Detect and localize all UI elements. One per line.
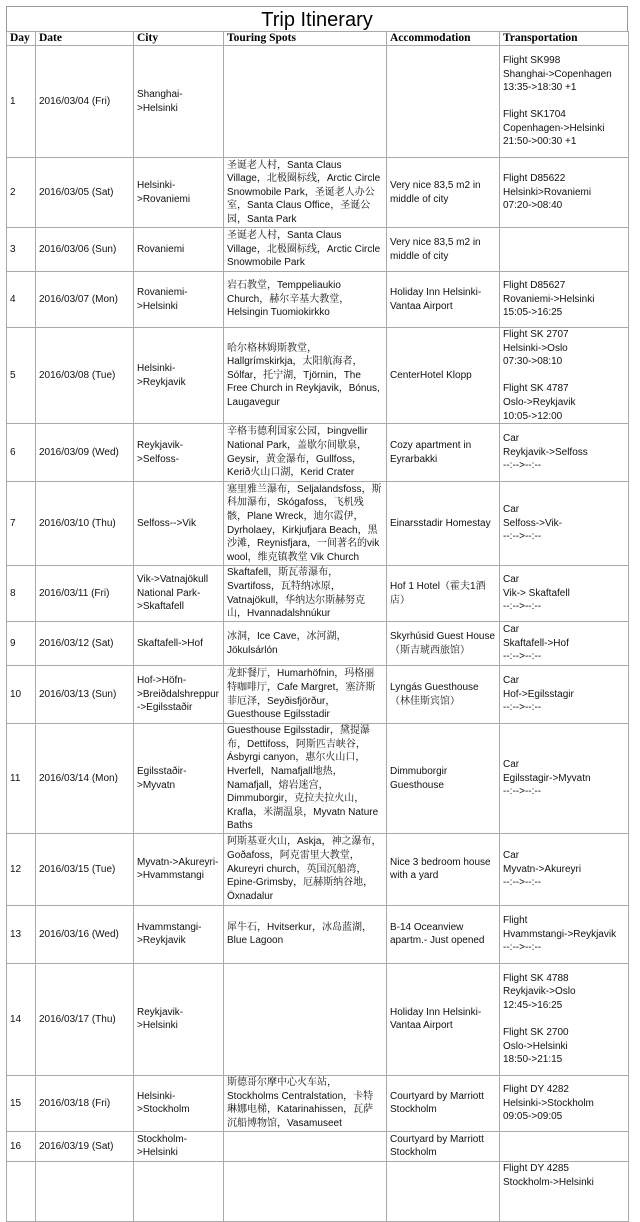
cell-date: 2016/03/13 (Sun) bbox=[36, 666, 134, 724]
cell-accommodation: Hof 1 Hotel（霍夫1酒店） bbox=[387, 566, 500, 622]
cell-transportation bbox=[500, 1075, 629, 1131]
cell-touring-spots: 圣诞老人村，Santa Claus Village，北极圈标线，Arctic Circle Snowmobile Park bbox=[224, 228, 387, 272]
table-row bbox=[7, 622, 629, 666]
transport-line: --:-->--:-- bbox=[503, 601, 542, 613]
line-gap bbox=[503, 1013, 625, 1027]
transport-line: Reykjavik->Oslo bbox=[503, 986, 576, 998]
table-row bbox=[7, 566, 629, 622]
cell-date: 2016/03/16 (Wed) bbox=[36, 905, 134, 963]
transport-line: --:-->--:-- bbox=[503, 877, 542, 889]
table-row bbox=[7, 46, 629, 158]
transport-line: 07:30->08:10 bbox=[503, 356, 563, 368]
cell-date: 2016/03/17 (Thu) bbox=[36, 963, 134, 1075]
table-row bbox=[7, 228, 629, 272]
cell-accommodation: Cozy apartment in Eyrarbakki bbox=[387, 424, 500, 482]
cell-date: 2016/03/11 (Fri) bbox=[36, 566, 134, 622]
cell-transportation bbox=[500, 424, 629, 482]
cell-date: 2016/03/05 (Sat) bbox=[36, 158, 134, 228]
cell-transportation bbox=[500, 1161, 629, 1221]
cell-city: Reykjavik->Selfoss- bbox=[134, 424, 224, 482]
transport-line: --:-->--:-- bbox=[503, 531, 542, 543]
transport-line: 09:05->09:05 bbox=[503, 1111, 563, 1123]
cell-accommodation bbox=[387, 46, 500, 158]
cell-accommodation: Holiday Inn Helsinki-Vantaa Airport bbox=[387, 272, 500, 328]
transport-line: Flight SK1704 bbox=[503, 109, 566, 121]
cell-transportation bbox=[500, 1131, 629, 1161]
transport-line: Myvatn->Akureyri bbox=[503, 863, 582, 875]
cell-date: 2016/03/07 (Mon) bbox=[36, 272, 134, 328]
cell-touring-spots bbox=[224, 1131, 387, 1161]
cell-accommodation: Courtyard by Marriott Stockholm bbox=[387, 1075, 500, 1131]
transport-line: 21:50->00:30 +1 bbox=[503, 136, 577, 148]
cell-city: Hvammstangi->Reykjavik bbox=[134, 905, 224, 963]
cell-day: 3 bbox=[7, 228, 36, 272]
transport-line: Vik-> Skaftafell bbox=[503, 587, 570, 599]
cell-day: 15 bbox=[7, 1075, 36, 1131]
table-row bbox=[7, 666, 629, 724]
cell-date: 2016/03/10 (Thu) bbox=[36, 482, 134, 566]
cell-touring-spots: 阿斯基亚火山，Askja，神之瀑布，Goðafoss，阿克雷里大教堂，Akureyri church，英国沉船湾，Epine-Grimsby，厄赫斯纳谷地，Öxnadalur bbox=[224, 833, 387, 905]
cell-day: 10 bbox=[7, 666, 36, 724]
cell-transportation bbox=[500, 724, 629, 834]
transport-line: Egilsstagir->Myvatn bbox=[503, 772, 591, 784]
transport-line: Car bbox=[503, 850, 520, 862]
cell-transportation bbox=[500, 666, 629, 724]
itinerary-sheet bbox=[6, 6, 628, 1222]
cell-touring-spots bbox=[224, 963, 387, 1075]
header-city: City bbox=[134, 32, 224, 46]
table-row bbox=[7, 158, 629, 228]
cell-touring-spots: 犀牛石，Hvitserkur，冰岛蓝湖，Blue Lagoon bbox=[224, 905, 387, 963]
transport-line: 18:50->21:15 bbox=[503, 1054, 563, 1066]
page-title: Trip Itinerary bbox=[6, 6, 628, 31]
cell-day: 9 bbox=[7, 622, 36, 666]
cell-city: Hof->Höfn->Breiðdalshreppur->Egilsstaðir bbox=[134, 666, 224, 724]
cell-city: Reykjavik->Helsinki bbox=[134, 963, 224, 1075]
cell-accommodation: CenterHotel Klopp bbox=[387, 328, 500, 424]
cell-date: 2016/03/04 (Fri) bbox=[36, 46, 134, 158]
cell-touring-spots: 辛格韦德利国家公园，Þingvellir National Park，盖歇尔间歇泉，Geysir，黄金瀑布，Gullfoss，Kerið火山口湖，Kerid Crater bbox=[224, 424, 387, 482]
transport-line: Flight SK 4787 bbox=[503, 383, 569, 395]
transport-line: Stockholm->Helsinki bbox=[503, 1176, 594, 1188]
cell-transportation bbox=[500, 905, 629, 963]
transport-line: Car bbox=[503, 504, 520, 516]
cell-transportation bbox=[500, 158, 629, 228]
transport-line: Oslo->Helsinki bbox=[503, 1040, 568, 1052]
transport-line: Flight D85622 bbox=[503, 173, 566, 185]
table-row bbox=[7, 905, 629, 963]
cell-date: 2016/03/18 (Fri) bbox=[36, 1075, 134, 1131]
cell-touring-spots: 龙虾餐厅，Humarhöfnin，玛格丽特咖啡厅，Cafe Margret，塞济斯菲厄泽，Seyðisfjörður，Guesthouse Egilsstadir bbox=[224, 666, 387, 724]
cell-transportation bbox=[500, 622, 629, 666]
cell-day: 5 bbox=[7, 328, 36, 424]
table-row bbox=[7, 1075, 629, 1131]
transport-line: --:-->--:-- bbox=[503, 460, 542, 472]
transport-line: Flight bbox=[503, 915, 528, 927]
table-row bbox=[7, 328, 629, 424]
transport-line: Helsinki->Stockholm bbox=[503, 1097, 594, 1109]
transport-line: Flight SK 4788 bbox=[503, 972, 569, 984]
cell-city bbox=[134, 1161, 224, 1221]
cell-accommodation: Einarsstadir Homestay bbox=[387, 482, 500, 566]
cell-date bbox=[36, 1161, 134, 1221]
cell-transportation bbox=[500, 328, 629, 424]
itinerary-table bbox=[6, 31, 629, 1222]
cell-accommodation: Courtyard by Marriott Stockholm bbox=[387, 1131, 500, 1161]
cell-transportation bbox=[500, 833, 629, 905]
table-row bbox=[7, 833, 629, 905]
cell-touring-spots: 哈尔格林姆斯教堂，Hallgrímskirkja，太阳航海者，Sólfar，托宁湖，Tjörnin，The Free Church in Reykjavik，Bónus, Laugavegur bbox=[224, 328, 387, 424]
table-row bbox=[7, 1161, 629, 1221]
cell-touring-spots: 冰洞，Ice Cave，冰河湖，Jökulsárlón bbox=[224, 622, 387, 666]
cell-date: 2016/03/08 (Tue) bbox=[36, 328, 134, 424]
header-transportation: Transportation bbox=[500, 32, 629, 46]
cell-accommodation: Very nice 83,5 m2 in middle of city bbox=[387, 158, 500, 228]
cell-date: 2016/03/09 (Wed) bbox=[36, 424, 134, 482]
cell-date: 2016/03/14 (Mon) bbox=[36, 724, 134, 834]
table-row bbox=[7, 1131, 629, 1161]
transport-line: Shanghai->Copenhagen bbox=[503, 68, 612, 80]
transport-line: Reykjavik->Selfoss bbox=[503, 446, 588, 458]
cell-city: Helsinki->Stockholm bbox=[134, 1075, 224, 1131]
transport-line: Helsinki->Oslo bbox=[503, 342, 568, 354]
transport-line: 07:20->08:40 bbox=[503, 200, 563, 212]
cell-accommodation: Dimmuborgir Guesthouse bbox=[387, 724, 500, 834]
cell-city: Rovaniemi->Helsinki bbox=[134, 272, 224, 328]
transport-line: Car bbox=[503, 624, 520, 636]
transport-line: Flight DY 4285 bbox=[503, 1162, 569, 1174]
cell-date: 2016/03/12 (Sat) bbox=[36, 622, 134, 666]
cell-day: 2 bbox=[7, 158, 36, 228]
header-row bbox=[7, 32, 629, 46]
transport-line: Car bbox=[503, 433, 520, 445]
header-touring-spots: Touring Spots bbox=[224, 32, 387, 46]
cell-city: Helsinki->Rovaniemi bbox=[134, 158, 224, 228]
cell-touring-spots: Guesthouse Egilsstadir，黛提瀑布，Dettifoss，阿斯匹吉峡谷，Ásbyrgi canyon，惠尔火山口，Hverfell，Namafjall地热，Namafjall，熔岩迷宫，Dimmuborgir，克拉夫拉火山，Krafla，米湖温泉，Myvatn Nature Baths bbox=[224, 724, 387, 834]
cell-touring-spots: 斯德哥尔摩中心火车站，Stockholms Centralstation，卡特琳娜电梯，Katarinahissen，瓦萨沉船博物馆，Vasamuseet bbox=[224, 1075, 387, 1131]
cell-day: 11 bbox=[7, 724, 36, 834]
cell-accommodation: Holiday Inn Helsinki-Vantaa Airport bbox=[387, 963, 500, 1075]
line-gap bbox=[503, 369, 625, 383]
transport-line: Skaftafell->Hof bbox=[503, 637, 569, 649]
cell-day: 1 bbox=[7, 46, 36, 158]
transport-line: Flight SK998 bbox=[503, 54, 561, 66]
cell-city: Helsinki->Reykjavik bbox=[134, 328, 224, 424]
transport-line: Oslo->Reykjavik bbox=[503, 396, 576, 408]
transport-line: Flight SK 2700 bbox=[503, 1027, 569, 1039]
cell-day: 13 bbox=[7, 905, 36, 963]
transport-line: Car bbox=[503, 759, 520, 771]
cell-day: 4 bbox=[7, 272, 36, 328]
header-date: Date bbox=[36, 32, 134, 46]
transport-line: --:-->--:-- bbox=[503, 942, 542, 954]
cell-touring-spots bbox=[224, 1161, 387, 1221]
cell-transportation bbox=[500, 566, 629, 622]
transport-line: Helsinki>Rovaniemi bbox=[503, 186, 592, 198]
cell-accommodation: Nice 3 bedroom house with a yard bbox=[387, 833, 500, 905]
table-row bbox=[7, 963, 629, 1075]
cell-accommodation: Very nice 83,5 m2 in middle of city bbox=[387, 228, 500, 272]
transport-line: --:-->--:-- bbox=[503, 651, 542, 663]
header-day: Day bbox=[7, 32, 36, 46]
transport-line: Flight DY 4282 bbox=[503, 1084, 569, 1096]
transport-line: 15:05->16:25 bbox=[503, 307, 563, 319]
line-gap bbox=[503, 95, 625, 109]
cell-touring-spots: Skaftafell，斯瓦蒂瀑布，Svartifoss，瓦特纳冰原，Vatnajökull，华纳达尔斯赫努克山，Hvannadalshnúkur bbox=[224, 566, 387, 622]
cell-day: 7 bbox=[7, 482, 36, 566]
cell-day: 12 bbox=[7, 833, 36, 905]
transport-line: Car bbox=[503, 574, 520, 586]
transport-line: Copenhagen->Helsinki bbox=[503, 122, 605, 134]
transport-line: Flight D85627 bbox=[503, 280, 566, 292]
transport-line: Flight SK 2707 bbox=[503, 329, 569, 340]
cell-touring-spots: 圣诞老人村，Santa Claus Village，北极圈标线，Arctic Circle Snowmobile Park，圣诞老人办公室，Santa Claus Office，圣诞公园，Santa Park bbox=[224, 158, 387, 228]
cell-city: Myvatn->Akureyri->Hvammstangi bbox=[134, 833, 224, 905]
cell-city: Stockholm->Helsinki bbox=[134, 1131, 224, 1161]
cell-city: Skaftafell->Hof bbox=[134, 622, 224, 666]
transport-line: --:-->--:-- bbox=[503, 702, 542, 714]
transport-line: Selfoss->Vik- bbox=[503, 517, 563, 529]
transport-line: 12:45->16:25 bbox=[503, 1000, 563, 1012]
transport-line: Hof->Egilsstagir bbox=[503, 688, 574, 700]
transport-line: 10:05->12:00 bbox=[503, 410, 563, 422]
cell-day bbox=[7, 1161, 36, 1221]
transport-line: Rovaniemi->Helsinki bbox=[503, 293, 595, 305]
cell-date: 2016/03/19 (Sat) bbox=[36, 1131, 134, 1161]
cell-accommodation: B-14 Oceanview apartm.- Just opened bbox=[387, 905, 500, 963]
cell-day: 8 bbox=[7, 566, 36, 622]
cell-transportation bbox=[500, 46, 629, 158]
cell-transportation bbox=[500, 228, 629, 272]
transport-line: --:-->--:-- bbox=[503, 786, 542, 798]
transport-line: Hvammstangi->Reykjavik bbox=[503, 928, 617, 940]
transport-line: 13:35->18:30 +1 bbox=[503, 82, 577, 94]
cell-accommodation bbox=[387, 1161, 500, 1221]
cell-city: Rovaniemi bbox=[134, 228, 224, 272]
cell-transportation bbox=[500, 963, 629, 1075]
table-row bbox=[7, 724, 629, 834]
cell-city: Vik->Vatnajökull National Park->Skaftafell bbox=[134, 566, 224, 622]
cell-accommodation: Skyrhúsid Guest House（斯吉琥西旅馆） bbox=[387, 622, 500, 666]
table-row bbox=[7, 424, 629, 482]
cell-touring-spots: 岩石教堂，Temppeliaukio Church，赫尔辛基大教堂，Helsingin Tuomiokirkko bbox=[224, 272, 387, 328]
cell-touring-spots bbox=[224, 46, 387, 158]
table-row bbox=[7, 482, 629, 566]
cell-day: 14 bbox=[7, 963, 36, 1075]
cell-city: Egilsstaðir->Myvatn bbox=[134, 724, 224, 834]
header-accommodation: Accommodation bbox=[387, 32, 500, 46]
cell-transportation bbox=[500, 272, 629, 328]
cell-day: 6 bbox=[7, 424, 36, 482]
cell-date: 2016/03/15 (Tue) bbox=[36, 833, 134, 905]
cell-date: 2016/03/06 (Sun) bbox=[36, 228, 134, 272]
transport-line: Car bbox=[503, 675, 520, 687]
cell-city: Shanghai->Helsinki bbox=[134, 46, 224, 158]
cell-city: Selfoss-->Vik bbox=[134, 482, 224, 566]
table-row bbox=[7, 272, 629, 328]
cell-transportation bbox=[500, 482, 629, 566]
cell-accommodation: Lyngás Guesthouse（林佳斯宾馆） bbox=[387, 666, 500, 724]
cell-day: 16 bbox=[7, 1131, 36, 1161]
cell-touring-spots: 塞里雅兰瀑布，Seljalandsfoss，斯科加瀑布，Skógafoss，飞机残骸，Plane Wreck，迪尔霞伊，Dyrholaey，Kirkjufjara Beach，黑沙滩，Reynisfjara，一间著名的vik wool，维克镇教堂 Vik Church bbox=[224, 482, 387, 566]
